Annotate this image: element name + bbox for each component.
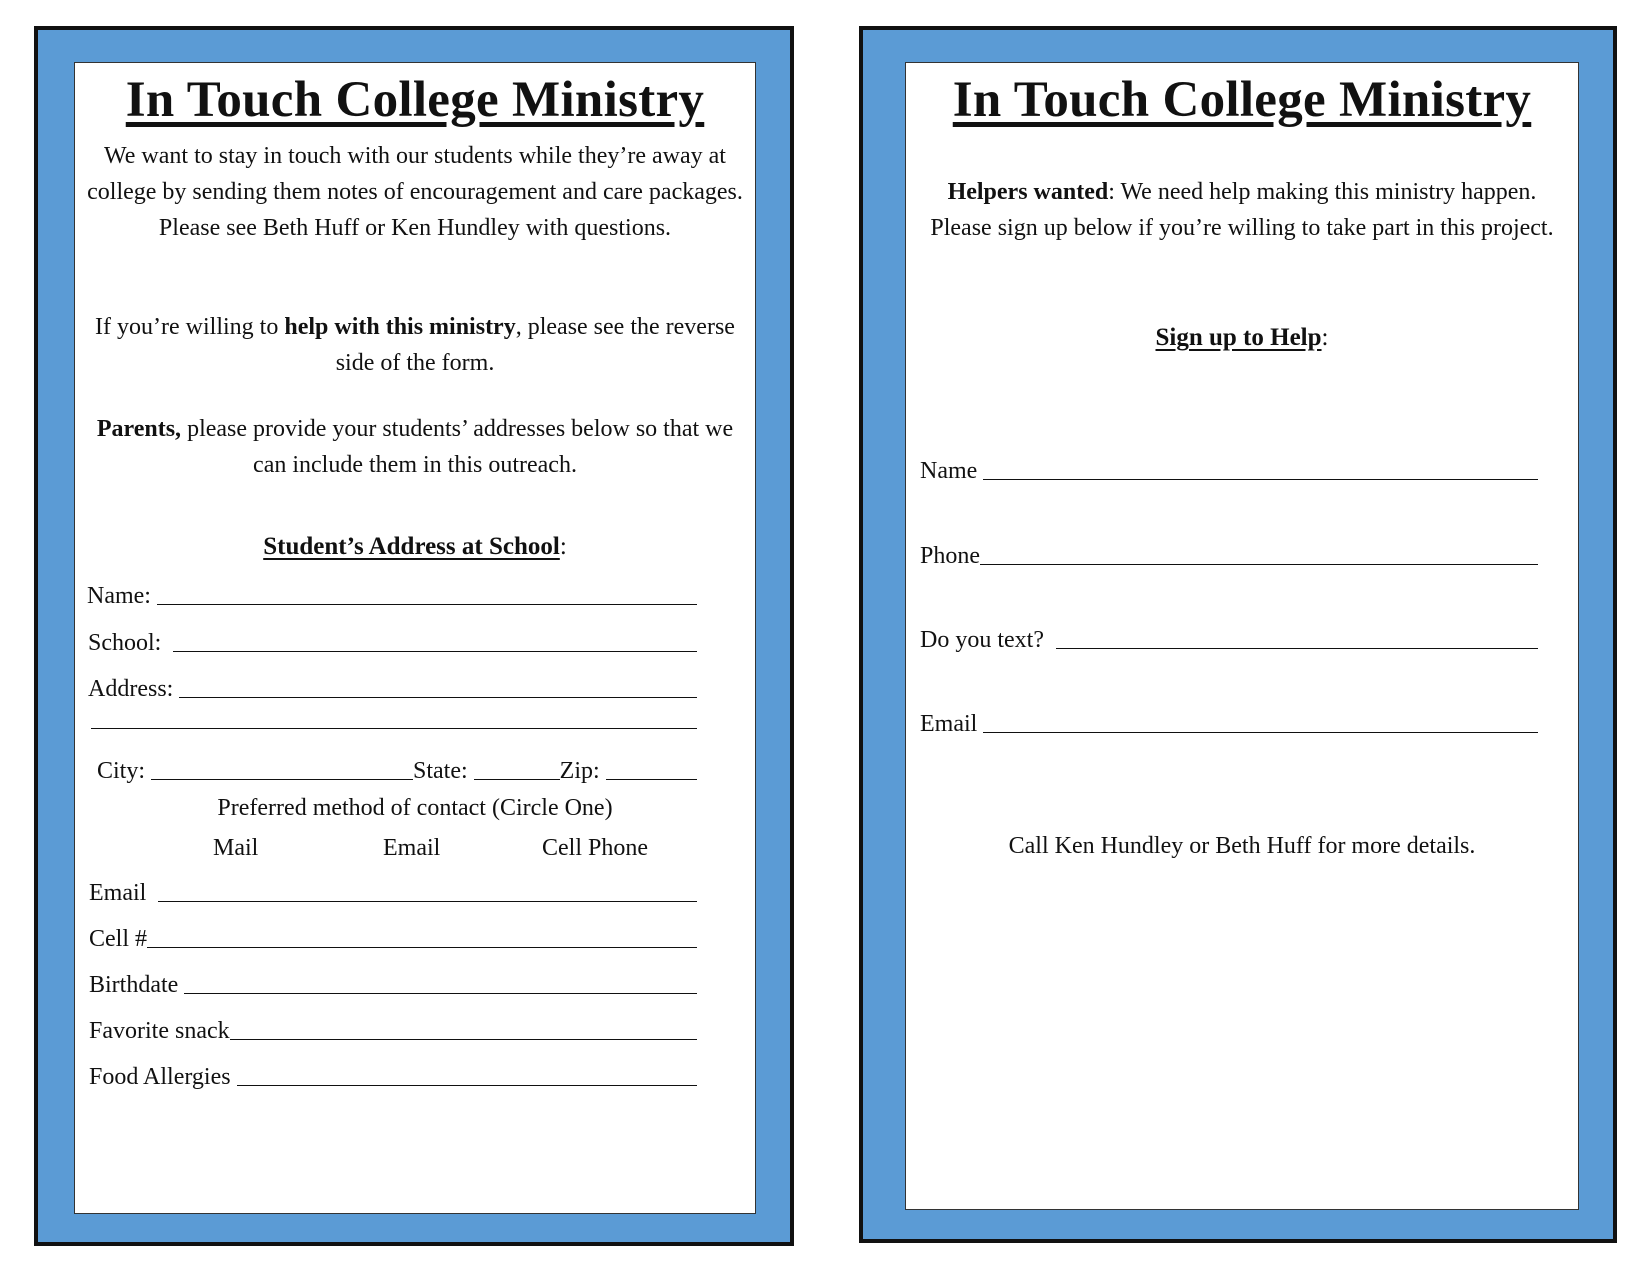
helper-signup-card [859, 26, 1617, 1243]
zip-label: Zip: [559, 758, 606, 784]
help-paragraph: If you’re willing to help with this ministry, please see the reverse side of the form. [95, 314, 735, 376]
contact-option-mail[interactable]: Mail [213, 835, 259, 861]
helper-signup-card-body [905, 62, 1579, 1210]
contact-option-cell-phone[interactable]: Cell Phone [542, 835, 648, 861]
card-title: In Touch College Ministry [125, 72, 705, 128]
helpers-paragraph: Helpers wanted: We need help making this ministry happen. Please sign up below if you’re willing to take part in this project. [930, 179, 1554, 241]
footer-note: Call Ken Hundley or Beth Huff for more details. [1008, 833, 1476, 859]
city-field[interactable] [151, 778, 413, 780]
school-field[interactable]: School: [88, 625, 697, 657]
parents-paragraph: Parents, please provide your students’ addresses below so that we can include them in this outreach. [96, 416, 734, 478]
birthdate-field[interactable]: Birthdate [89, 967, 697, 999]
student-name-field[interactable]: Name: [87, 578, 697, 610]
address-field[interactable]: Address: [88, 671, 697, 703]
card-title: In Touch College Ministry [952, 72, 1532, 128]
parents-emphasis: Parents, [96, 416, 182, 442]
food-allergies-field[interactable]: Food Allergies [89, 1059, 697, 1091]
intro-paragraph: We want to stay in touch with our students while they’re away at college by sending them notes of encouragement and care packages. Please see Beth Huff or Ken Hundley with questions. [87, 143, 743, 241]
city-state-zip-row [97, 753, 697, 785]
do-you-text-field[interactable]: Do you text? [920, 622, 1538, 654]
city-label: City: [97, 758, 152, 784]
zip-field[interactable] [606, 778, 697, 780]
helper-name-field[interactable]: Name [920, 453, 1538, 485]
contact-option-email[interactable]: Email [383, 835, 441, 861]
address-heading: Student’s Address at School: [263, 533, 567, 560]
address-card [34, 26, 794, 1246]
helper-email-field[interactable]: Email [920, 706, 1538, 738]
helper-phone-field[interactable]: Phone [920, 538, 1538, 570]
state-field[interactable] [474, 778, 560, 780]
favorite-snack-field[interactable]: Favorite snack [89, 1013, 697, 1045]
signup-heading: Sign up to Help: [1155, 324, 1329, 351]
address-line-2[interactable] [91, 727, 697, 729]
contact-prompt: Preferred method of contact (Circle One) [217, 795, 613, 821]
email-field[interactable]: Email [89, 875, 697, 907]
state-label: State: [413, 758, 474, 784]
address-card-body [74, 62, 756, 1214]
helpers-emphasis: Helpers wanted [947, 179, 1109, 205]
cell-field[interactable]: Cell # [89, 921, 697, 953]
help-emphasis: help with this ministry [284, 314, 516, 340]
